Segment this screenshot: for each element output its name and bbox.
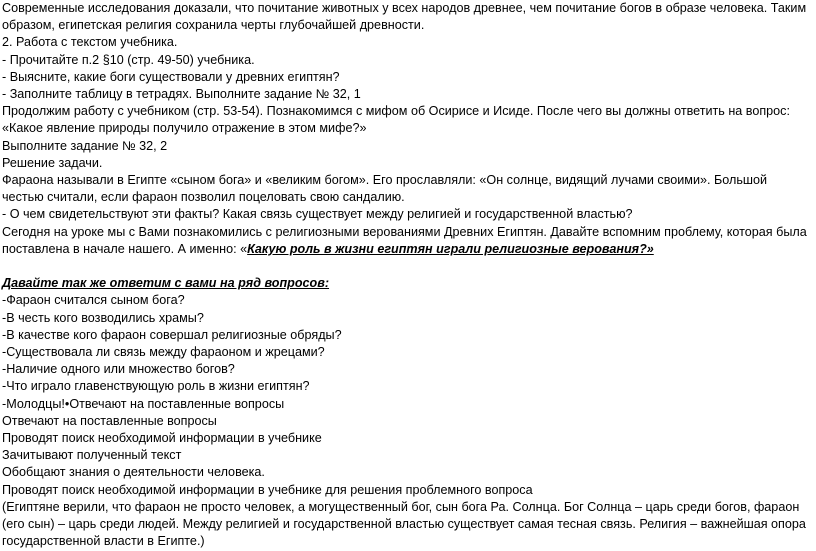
- task-heading: 2. Работа с текстом учебника.: [2, 35, 178, 50]
- praise-text: -Молодцы!: [2, 396, 65, 411]
- praise-line: [2, 396, 808, 413]
- closing-line: Проводят поиск необходимой информации в учебнике: [2, 431, 322, 446]
- question-item: -Существовала ли связь между фараоном и жрецами?: [2, 345, 325, 360]
- closing-line: Проводят поиск необходимой информации в учебнике для решения проблемного вопроса: [2, 482, 533, 497]
- questions-heading: Давайте так же ответим с вами на ряд вопросов:: [2, 276, 330, 291]
- paragraph-lesson: [2, 224, 808, 258]
- closing-line: Отвечают на поставленные вопросы: [2, 413, 217, 428]
- paragraph-pharaoh: Фараона называли в Египте «сыном бога» и «великим богом». Его прославляли: «Он солнце, видящий лучами своими». Большой честью считали, если фараон позволил поцеловать свою сандалию.: [2, 173, 768, 205]
- problem-heading: Решение задачи.: [2, 155, 103, 170]
- task-read: - Прочитайте п.2 §10 (стр. 49-50) учебника.: [2, 52, 255, 67]
- closing-paragraph: (Египтяне верили, что фараон не просто человек, а могущественный бог, сын бога Ра. Солнца. Бог Солнца – царь среди богов, фараон (его сын) – царь среди людей. Между религией и государственной властью существует самая тесная связь. Религия – важнейшая опора государственной власти в Египте.): [2, 499, 806, 549]
- question-item: -Наличие одного или множество богов?: [2, 362, 235, 377]
- bullet-icon: •: [64, 396, 70, 411]
- problem-question: Какую роль в жизни египтян играли религиозные верования?»: [247, 241, 654, 256]
- question-item: -Фараон считался сыном бога?: [2, 293, 185, 308]
- paragraph-research: Современные исследования доказали, что почитание животных у всех народов древнее, чем почитание богов в образе человека. Таким образом, египетская религия сохранила черты глубочайшей древности.: [2, 1, 807, 33]
- task-gods: - Выясните, какие боги существовали у древних египтян?: [2, 69, 340, 84]
- task-32-2: Выполните задание № 32, 2: [2, 138, 168, 153]
- question-item: -В честь кого возводились храмы?: [2, 310, 204, 325]
- closing-line: Зачитывают полученный текст: [2, 448, 182, 463]
- paragraph-lesson-text: Сегодня на уроке мы с Вами познакомились с религиозными верованиями Древних Египтян. Давайте вспомним проблему, которая была поставлена в начале нашего. А именно: «: [2, 224, 807, 256]
- praise-tail: Отвечают на поставленные вопросы: [69, 396, 285, 411]
- question-item: -В качестве кого фараон совершал религиозные обряды?: [2, 327, 342, 342]
- question-item: -Что играло главенствующую роль в жизни египтян?: [2, 379, 310, 394]
- blank-line: [2, 258, 808, 275]
- question-facts: - О чем свидетельствуют эти факты? Какая связь существует между религией и государственной властью?: [2, 207, 633, 222]
- closing-line: Обобщают знания о деятельности человека.: [2, 465, 265, 480]
- task-table: - Заполните таблицу в тетрадях. Выполните задание № 32, 1: [2, 87, 361, 102]
- paragraph-myth: Продолжим работу с учебником (стр. 53-54). Познакомимся с мифом об Осирисе и Исиде. После чего вы должны ответить на вопрос: «Какое явление природы получило отражение в этом мифе?»: [2, 104, 790, 136]
